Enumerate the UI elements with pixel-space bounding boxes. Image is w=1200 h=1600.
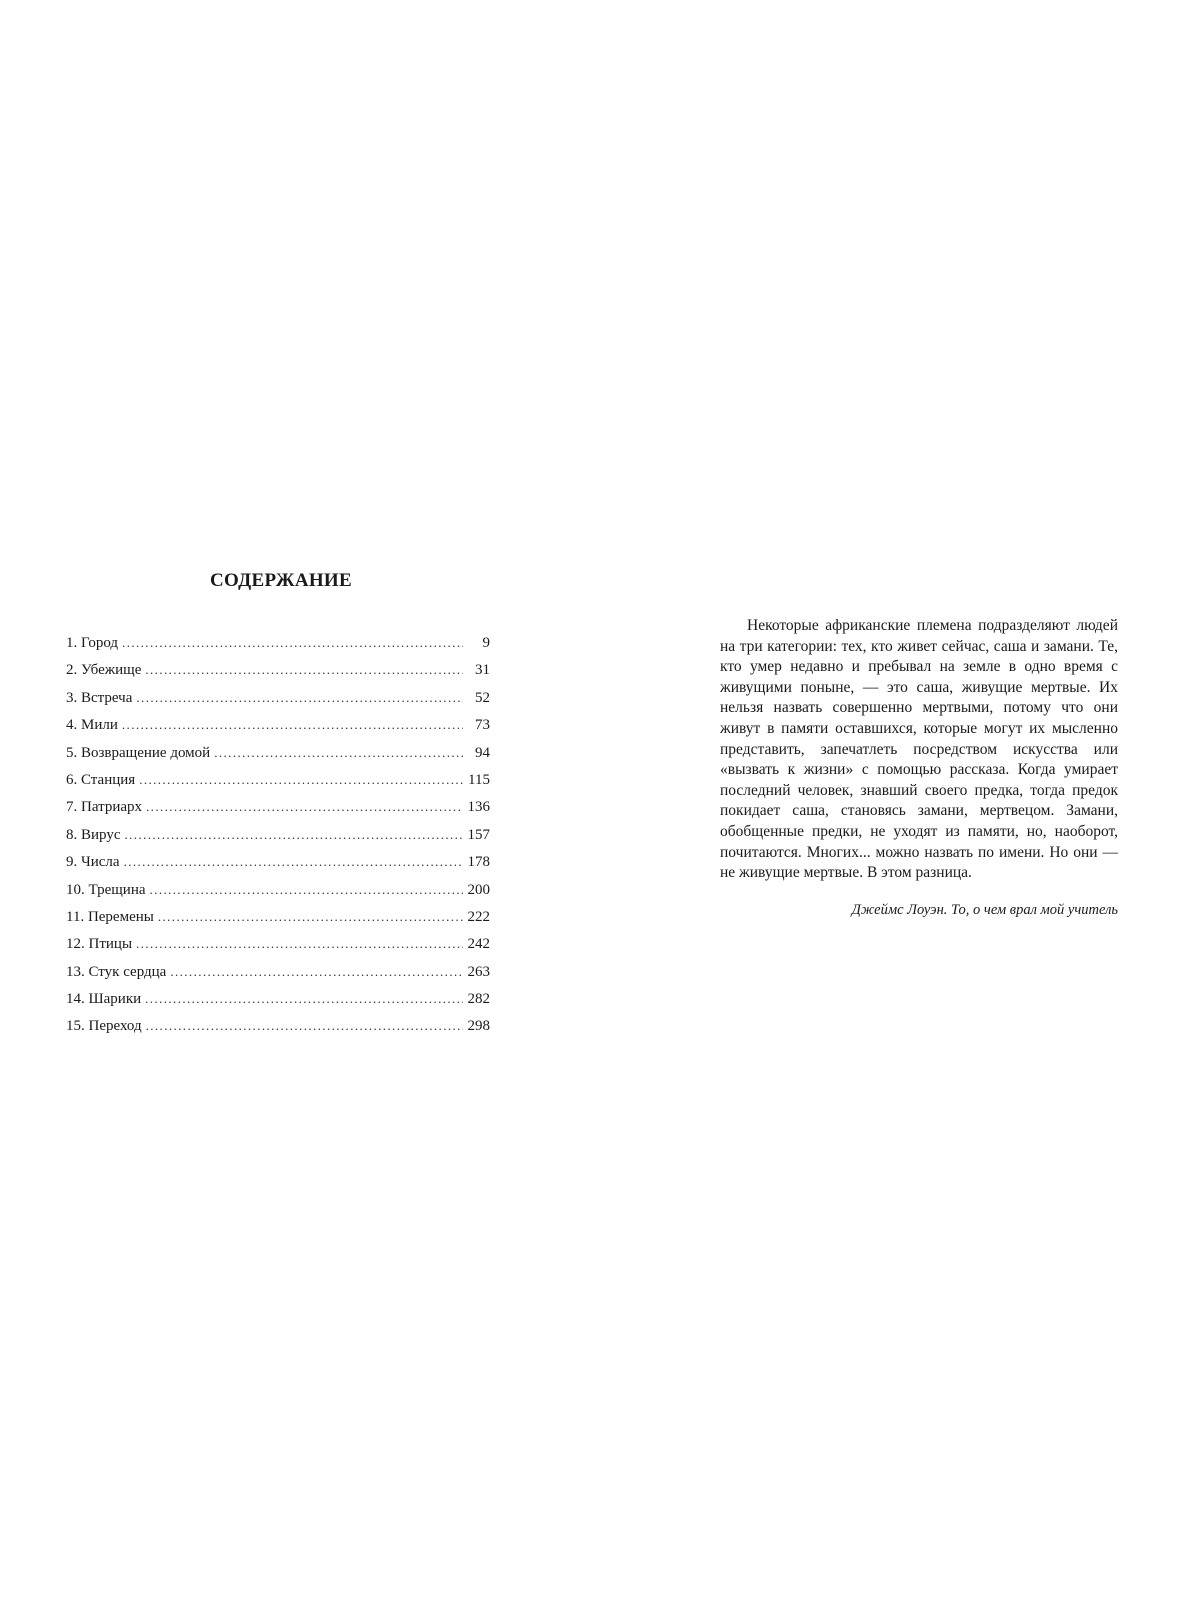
toc-entry <box>66 990 490 1017</box>
toc-entry <box>66 716 490 743</box>
toc-entry-label: 13. Стук сердца <box>66 963 167 980</box>
toc-entry-label: 7. Патриарх <box>66 799 143 816</box>
toc-entry-label: 4. Мили <box>66 717 118 734</box>
toc-dot-leader <box>145 661 463 679</box>
toc-entry <box>66 744 490 771</box>
epigraph <box>720 616 1118 919</box>
toc-entry-page: 9 <box>482 635 490 651</box>
toc-entry-page: 222 <box>467 908 490 925</box>
toc-dot-leader <box>145 990 463 1008</box>
toc-entry-label: 6. Станция <box>66 771 136 788</box>
toc-dot-leader <box>170 963 463 981</box>
epigraph-text: Некоторые африканские племена подразделяют людей на три категории: тех, кто живет сейчас, саша и замани. Те, кто умер недавно и пребывал на земле в одно время с живущими поныне, — это саша, живущие мертвые. Их нельзя назвать совершенно мертвыми, потому что они живут в памяти оставшихся, которые могут их мысленно представить, запечатлеть посредством искусства или «вызвать к жизни» с помощью рассказа. Когда умирает последний человек, знавший своего предка, тогда предок покидает саша, становясь замани, мертвецом. Замани, обобщенные предки, не уходят из памяти, но, наоборот, почитаются. Многих... можно назвать по имени. Но они — не живущие мертвые. В этом разница. <box>720 617 1118 882</box>
toc-entry-page: 200 <box>467 881 490 898</box>
toc-entry <box>66 661 490 688</box>
toc-entry-label: 10. Трещина <box>66 881 146 898</box>
toc-entry-label: 11. Перемены <box>66 908 154 925</box>
toc-entry <box>66 935 490 962</box>
toc-entry <box>66 826 490 853</box>
toc-entry-page: 52 <box>475 689 490 706</box>
toc-entry-label: 9. Числа <box>66 854 120 871</box>
toc-entry-label: 12. Птицы <box>66 936 133 953</box>
toc-entry <box>66 1017 490 1044</box>
toc-entry-label: 2. Убежище <box>66 662 142 679</box>
toc-entry-page: 31 <box>475 662 490 679</box>
toc-dot-leader <box>125 826 464 844</box>
toc-entry-page: 115 <box>468 771 490 788</box>
toc-entry-label: 1. Город <box>66 635 119 651</box>
toc-entry <box>66 963 490 990</box>
toc-entry <box>66 853 490 880</box>
toc-dot-leader <box>122 716 463 734</box>
toc-dot-leader <box>136 935 463 953</box>
toc-entry-label: 14. Шарики <box>66 991 142 1008</box>
toc-entry <box>66 689 490 716</box>
toc-title: СОДЕРЖАНИЕ <box>210 570 352 591</box>
toc-entry-label: 5. Возвращение домой <box>66 744 211 761</box>
toc-entry-page: 242 <box>467 936 490 953</box>
toc-dot-leader <box>214 744 463 762</box>
toc-entry-page: 298 <box>467 1018 490 1035</box>
toc-entry-page: 263 <box>467 963 490 980</box>
toc-entry-page: 94 <box>475 744 490 761</box>
toc-dot-leader <box>150 881 463 899</box>
toc-dot-leader <box>124 853 463 871</box>
toc-dot-leader <box>146 798 463 816</box>
toc-entry-page: 157 <box>467 826 490 843</box>
toc-dot-leader <box>139 771 463 789</box>
toc-dot-leader <box>158 908 463 926</box>
toc-dot-leader <box>146 1017 463 1035</box>
toc-dot-leader <box>136 689 463 707</box>
toc-entry-page: 73 <box>475 717 490 734</box>
toc-entry <box>66 908 490 935</box>
toc-entry-page: 136 <box>467 799 490 816</box>
toc-entry-label: 15. Переход <box>66 1018 142 1035</box>
toc-entry <box>66 634 490 661</box>
toc-entry <box>66 771 490 798</box>
toc-entry-label: 8. Вирус <box>66 826 121 843</box>
toc-entry-page: 178 <box>467 854 490 871</box>
toc-dot-leader <box>122 634 463 652</box>
toc-entry <box>66 798 490 825</box>
toc-entry <box>66 881 490 908</box>
toc-entry-page: 282 <box>467 991 490 1008</box>
toc-list <box>66 634 490 1045</box>
epigraph-source: Джеймс Лоуэн. То, о чем врал мой учитель <box>851 901 1118 918</box>
toc-entry-label: 3. Встреча <box>66 689 133 706</box>
table-of-contents <box>66 570 490 1045</box>
